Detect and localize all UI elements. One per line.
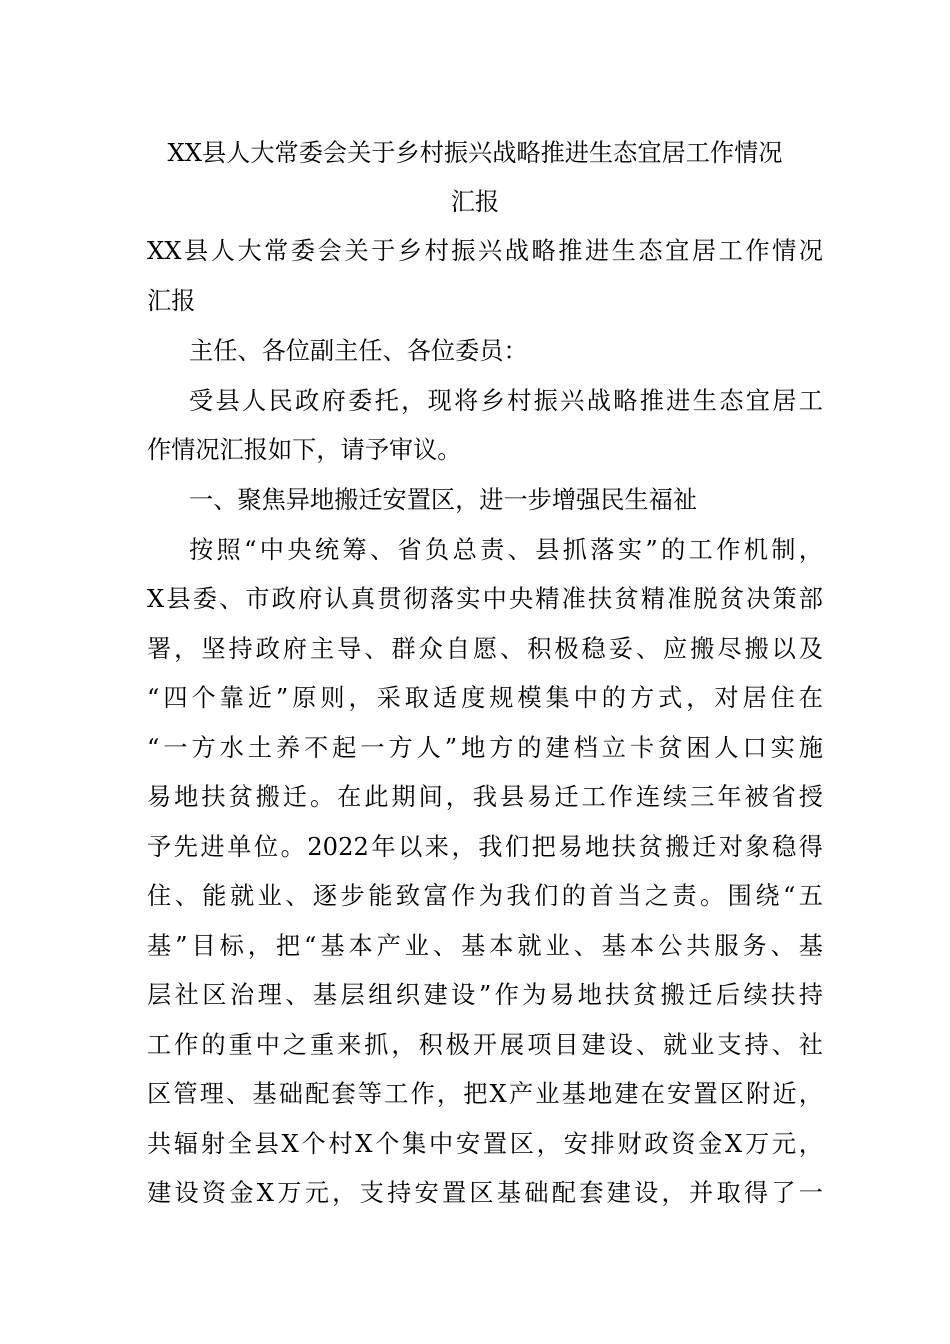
body-line: 层社区治理、基层组织建设”作为易地扶贫搬迁后续扶持 xyxy=(147,981,823,1009)
intro-line-1: 受县人民政府委托，现将乡村振兴战略推进生态宜居工 xyxy=(189,387,823,415)
title-repeat-line-2: 汇报 xyxy=(147,287,196,315)
body-line: 共辐射全县X个村X个集中安置区，安排财政资金X万元， xyxy=(147,1130,823,1158)
body-line: X县委、市政府认真贯彻落实中央精准扶贫精准脱贫决策部 xyxy=(147,585,823,613)
body-line: “四个靠近”原则，采取适度规模集中的方式，对居住在 xyxy=(147,684,823,712)
body-line: 基”目标，把“基本产业、基本就业、基本公共服务、基 xyxy=(147,932,823,960)
document-title-line-1: XX县人大常委会关于乡村振兴战略推进生态宜居工作情况 xyxy=(167,139,783,167)
salutation: 主任、各位副主任、各位委员： xyxy=(189,337,528,365)
body-line: 工作的重中之重来抓，积极开展项目建设、就业支持、社 xyxy=(147,1031,823,1059)
body-line: 按照“中央统筹、省负总责、县抓落实”的工作机制， xyxy=(189,536,823,564)
body-line: 署，坚持政府主导、群众自愿、积极稳妥、应搬尽搬以及 xyxy=(147,635,823,663)
body-line: 区管理、基础配套等工作，把X产业基地建在安置区附近， xyxy=(147,1080,823,1108)
title-repeat-line-1: XX县人大常委会关于乡村振兴战略推进生态宜居工作情况 xyxy=(147,237,823,265)
document-title-line-2: 汇报 xyxy=(450,188,500,216)
body-line: 易地扶贫搬迁。在此期间，我县易迁工作连续三年被省授 xyxy=(147,783,823,811)
body-line: 建设资金X万元，支持安置区基础配套建设，并取得了一 xyxy=(147,1179,823,1207)
body-line: “一方水土养不起一方人”地方的建档立卡贫困人口实施 xyxy=(147,734,823,762)
section-heading: 一、聚焦异地搬迁安置区，进一步增强民生福祉 xyxy=(189,486,697,514)
body-line: 予先进单位。2022年以来，我们把易地扶贫搬迁对象稳得 xyxy=(147,833,823,861)
body-line: 住、能就业、逐步能致富作为我们的首当之责。围绕“五 xyxy=(147,882,823,910)
intro-line-2: 作情况汇报如下，请予审议。 xyxy=(147,436,462,464)
